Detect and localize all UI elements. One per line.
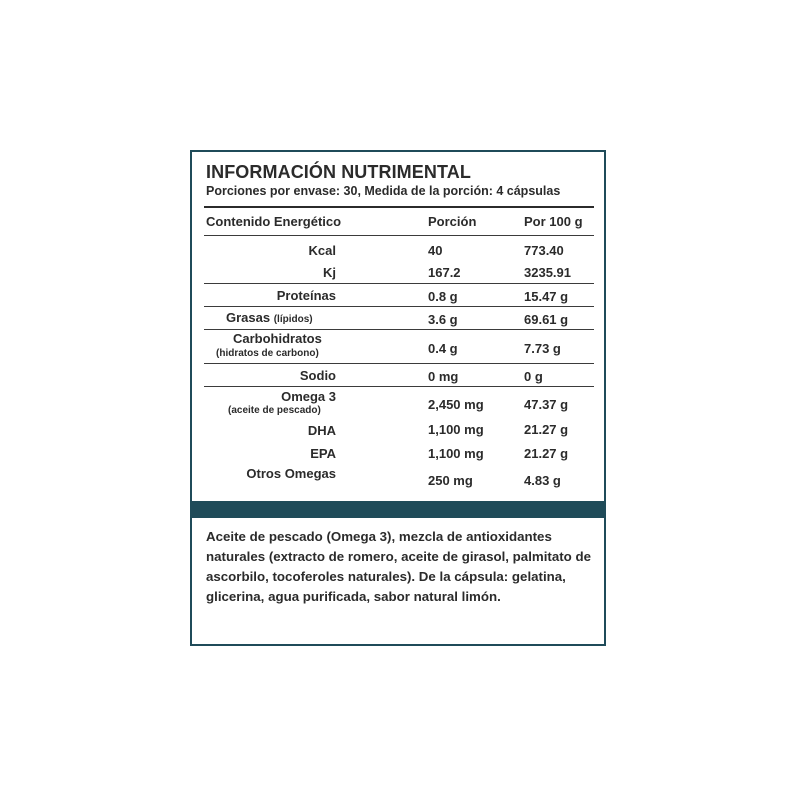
row-per100-epa: 21.27 g — [524, 446, 569, 461]
divider — [204, 206, 594, 208]
row-label-omega3: Omega 3 — [281, 389, 336, 404]
row-label-fats — [226, 310, 313, 325]
divider — [204, 235, 594, 236]
row-label-sodium: Sodio — [299, 368, 336, 383]
divider — [204, 386, 594, 387]
row-label-fats-main: Grasas — [226, 310, 271, 325]
divider — [204, 329, 594, 330]
row-per100-other-omegas: 4.83 g — [524, 473, 561, 488]
header-portion: Porción — [428, 214, 477, 229]
row-portion-carbs: 0.4 g — [428, 341, 458, 356]
header-per100: Por 100 g — [524, 214, 583, 229]
row-portion-kj: 167.2 — [428, 265, 461, 280]
serving-info: Porciones por envase: 30, Medida de la porción: 4 cápsulas — [206, 184, 561, 198]
row-portion-proteins: 0.8 g — [428, 289, 458, 304]
row-sublabel-fats: (lípidos) — [273, 314, 313, 325]
row-sublabel-carbs: (hidratos de carbono) — [216, 348, 319, 359]
row-portion-dha: 1,100 mg — [428, 422, 484, 437]
section-band — [192, 501, 604, 518]
row-portion-fats: 3.6 g — [428, 312, 458, 327]
divider — [204, 306, 594, 307]
row-per100-kcal: 773.40 — [524, 243, 564, 258]
row-sublabel-omega3: (aceite de pescado) — [228, 405, 321, 416]
row-label-carbs: Carbohidratos — [233, 331, 322, 346]
row-portion-kcal: 40 — [428, 243, 443, 258]
divider — [204, 363, 594, 364]
row-portion-omega3: 2,450 mg — [428, 397, 484, 412]
row-portion-sodium: 0 mg — [428, 369, 459, 384]
label-title: INFORMACIÓN NUTRIMENTAL — [206, 162, 471, 182]
row-per100-kj: 3235.91 — [524, 265, 571, 280]
row-portion-epa: 1,100 mg — [428, 446, 484, 461]
row-label-epa: EPA — [310, 446, 336, 461]
row-per100-sodium: 0 g — [524, 369, 543, 384]
row-per100-dha: 21.27 g — [524, 422, 569, 437]
divider — [204, 283, 594, 284]
row-per100-carbs: 7.73 g — [524, 341, 561, 356]
row-label-other-omegas: Otros Omegas — [246, 466, 336, 481]
row-per100-proteins: 15.47 g — [524, 289, 569, 304]
row-label-kcal: Kcal — [308, 243, 336, 258]
ingredients-text: Aceite de pescado (Omega 3), mezcla de antioxidantes naturales (extracto de romero, aceite de girasol, palmitato de ascorbilo, tocoferoles naturales). De la cápsula: gelatina, glicerina, agua purificada, sabor natural limón. — [206, 529, 591, 604]
row-label-kj: Kj — [323, 265, 336, 280]
row-per100-omega3: 47.37 g — [524, 397, 569, 412]
row-portion-other-omegas: 250 mg — [428, 473, 473, 488]
header-content: Contenido Energético — [206, 214, 342, 229]
row-per100-fats: 69.61 g — [524, 312, 569, 327]
nutrition-label — [190, 150, 606, 646]
row-label-proteins: Proteínas — [276, 288, 336, 303]
row-label-dha: DHA — [307, 423, 336, 438]
